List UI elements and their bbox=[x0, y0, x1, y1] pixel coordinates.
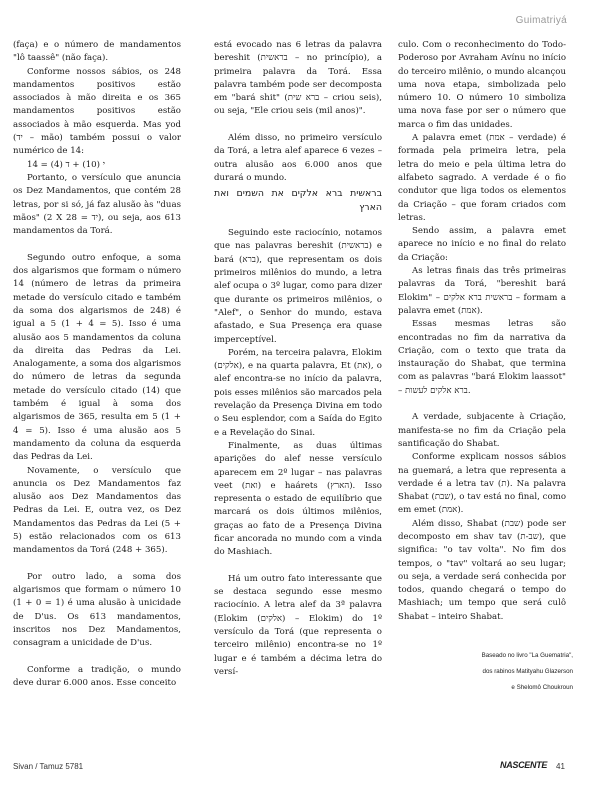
paragraph: Há um outro fato interessante que se destaca segundo esse mesmo raciocínio. A letra alef da 3ª palavra (Elokim (אלקים) – Elokim) do 1º versículo da Torá (que representa o terceiro milênio) encontra-se no 1º lugar e é também a décima letra do versí- bbox=[214, 573, 382, 677]
paragraph: Por outro lado, a soma dos algarismos que formam o número 10 (1 + 0 = 1) é uma alusão à unicidade de D'us. Os 613 mandamentos, inscritos nos Dez Mandamentos, consagram a unicidade de D'us. bbox=[13, 571, 181, 649]
issue-date: Sivan / Tamuz 5781 bbox=[13, 762, 84, 771]
paragraph: Finalmente, as duas últimas aparições do alef nesse versículo aparecem em 2º lugar – nas palavras veet (ואת) e haárets (הארץ). Isso representa o estado de equilíbrio que marcará os dois últimos milênios, graças ao fato de a Presença Divina ficar ancorada no mundo com a vinda do Mashiach. bbox=[214, 440, 382, 558]
hebrew-verse: בראשית ברא אלקים את השמים ואת הארץ bbox=[214, 188, 382, 213]
article-column-3 bbox=[398, 39, 566, 624]
credit-line: e Shelomô Choukroun bbox=[511, 684, 573, 691]
paragraph: está evocado nas 6 letras da palavra bereshit (בראשית – no princípio), a primeira palavra da Torá. Essa palavra também pode ser decomposta em "bará shit" (ברא שית – criou seis), ou seja, "Ele criou seis (mil anos)". bbox=[214, 40, 382, 117]
paragraph: As letras finais das três primeiras palavras da Torá, "bereshit bará Elokim" – בראשית ברא אלקים – formam a palavra emet (אמת). bbox=[398, 266, 567, 316]
paragraph: Além disso, no primeiro versículo da Torá, a letra alef aparece 6 vezes – outra alusão aos 6.000 anos que durará o mundo. bbox=[214, 133, 382, 183]
credit-line: Baseado no livro "La Guematria", bbox=[481, 652, 573, 659]
section-title: Guimatriyá bbox=[515, 15, 567, 26]
paragraph: (faça) e o número de mandamentos "lô taassê" (não faça). bbox=[13, 40, 181, 64]
paragraph: culo. Com o reconhecimento do Todo-Poderoso por Avraham Avínu no início do terceiro milênio, o mundo alcançou uma nova etapa, simbolizada pelo número 10. O número 10 simboliza uma nova fase por ser o número que marca o fim das unidades. bbox=[398, 40, 566, 130]
paragraph: Essas mesmas letras são encontradas no fim da narrativa da Criação, com o texto que trata da instauração do Shabat, que termina com as palavras "bará Elokim laassot" – ברא אלקים לעשות. bbox=[398, 319, 566, 396]
article-column-1 bbox=[13, 39, 181, 691]
paragraph: Seguindo este raciocínio, notamos que nas palavras bereshit (בראשית) e bará (ברא), que representam os dois primeiros milênios do mundo, a letra alef ocupa o 3º lugar, como para dizer que durante os primeiros milênios, o "Alef", o Senhor do mundo, estava afastado, e Sua Presença era quase imperceptível. bbox=[214, 228, 382, 345]
credit-line: dos rabinos Matityahu Glazerson bbox=[482, 668, 573, 675]
paragraph: Porém, na terceira palavra, Elokim (אלקים), e na quarta palavra, Et (את), o alef encontra-se no início da palavra, pois esses milênios são marcados pela revelação da Presença Divina em todo o Seu esplendor, com a Saída do Egito e a Revelação do Sinai. bbox=[214, 347, 382, 438]
paragraph: Conforme explicam nossos sábios na guemará, a letra que representa a verdade é a letra tav (ת). Na palavra Shabat (שבת), o tav está no final, como em emet (אמת). bbox=[398, 452, 566, 516]
source-credit bbox=[413, 648, 573, 696]
paragraph: Conforme a tradição, o mundo deve durar 6.000 anos. Esse conceito bbox=[13, 664, 181, 689]
paragraph: Conforme nossos sábios, os 248 mandamentos positivos estão associados à mão direita e os 365 mandamentos positivos estão associados à mão esquerda. Mas yod (יד – mão) também possui o valor numérico de 14: bbox=[13, 66, 181, 157]
paragraph: Sendo assim, a palavra emet aparece no início e no final do relato da Criação: bbox=[398, 226, 566, 263]
magazine-logo: NASCENTE bbox=[500, 760, 548, 770]
paragraph: Novamente, o versículo que anuncia os Dez Mandamentos faz alusão aos Dez Mandamentos das Pedras da Lei. E, outra vez, os Dez Mandamentos das Pedras da Lei (5 + 5) estão relacionados com os 613 mandamentos da Torá (248 + 365). bbox=[13, 465, 181, 556]
paragraph: A palavra emet (אמת – verdade) é formada pela primeira letra, pela letra do meio e pela última letra do alfabeto sagrado. A verdade é o fio condutor que liga todos os elementos da Criação – que foram criados com letras. bbox=[398, 133, 566, 223]
equation: י (10) + ד (4) = 14 bbox=[27, 159, 105, 170]
article-column-2 bbox=[214, 39, 382, 679]
paragraph: Segundo outro enfoque, a soma dos algarismos que formam o número 14 (número de letras da primeira metade do versículo citado e também da soma dos algarismos de 248) é igual a 5 (1 + 4 = 5). Isso é uma alusão aos 5 mandamentos da coluna da direita das Pedras da Lei. Analogamente, a soma dos algarismos do número de letras da segunda metade do versículo citado (14) que também é igual à soma dos algarismos de 365, resulta em 5 (1 + 4 = 5). Isso é uma alusão aos 5 mandamento da coluna da esquerda das Pedras da Lei. bbox=[13, 252, 181, 463]
paragraph: Além disso, Shabat (שבת) pode ser decomposto em shav tav (שב-ת), que significa: "o tav volta". No fim dos tempos, o "tav" voltará ao seu lugar; ou seja, a verdade será conhecida por todos, quando chegará o tempo do Mashiach; um tempo que será culô Shabat – inteiro Shabat. bbox=[398, 518, 566, 622]
paragraph: Portanto, o versículo que anuncia os Dez Mandamentos, que contém 28 letras, por si só, já faz alusão às "duas mãos" (2 X יד = 28), ou seja, aos 613 mandamentos da Torá. bbox=[13, 172, 181, 237]
page-number: 41 bbox=[556, 762, 565, 771]
paragraph: A verdade, subjacente à Criação, manifesta-se no fim da Criação pela santificação do Shabat. bbox=[398, 412, 566, 449]
